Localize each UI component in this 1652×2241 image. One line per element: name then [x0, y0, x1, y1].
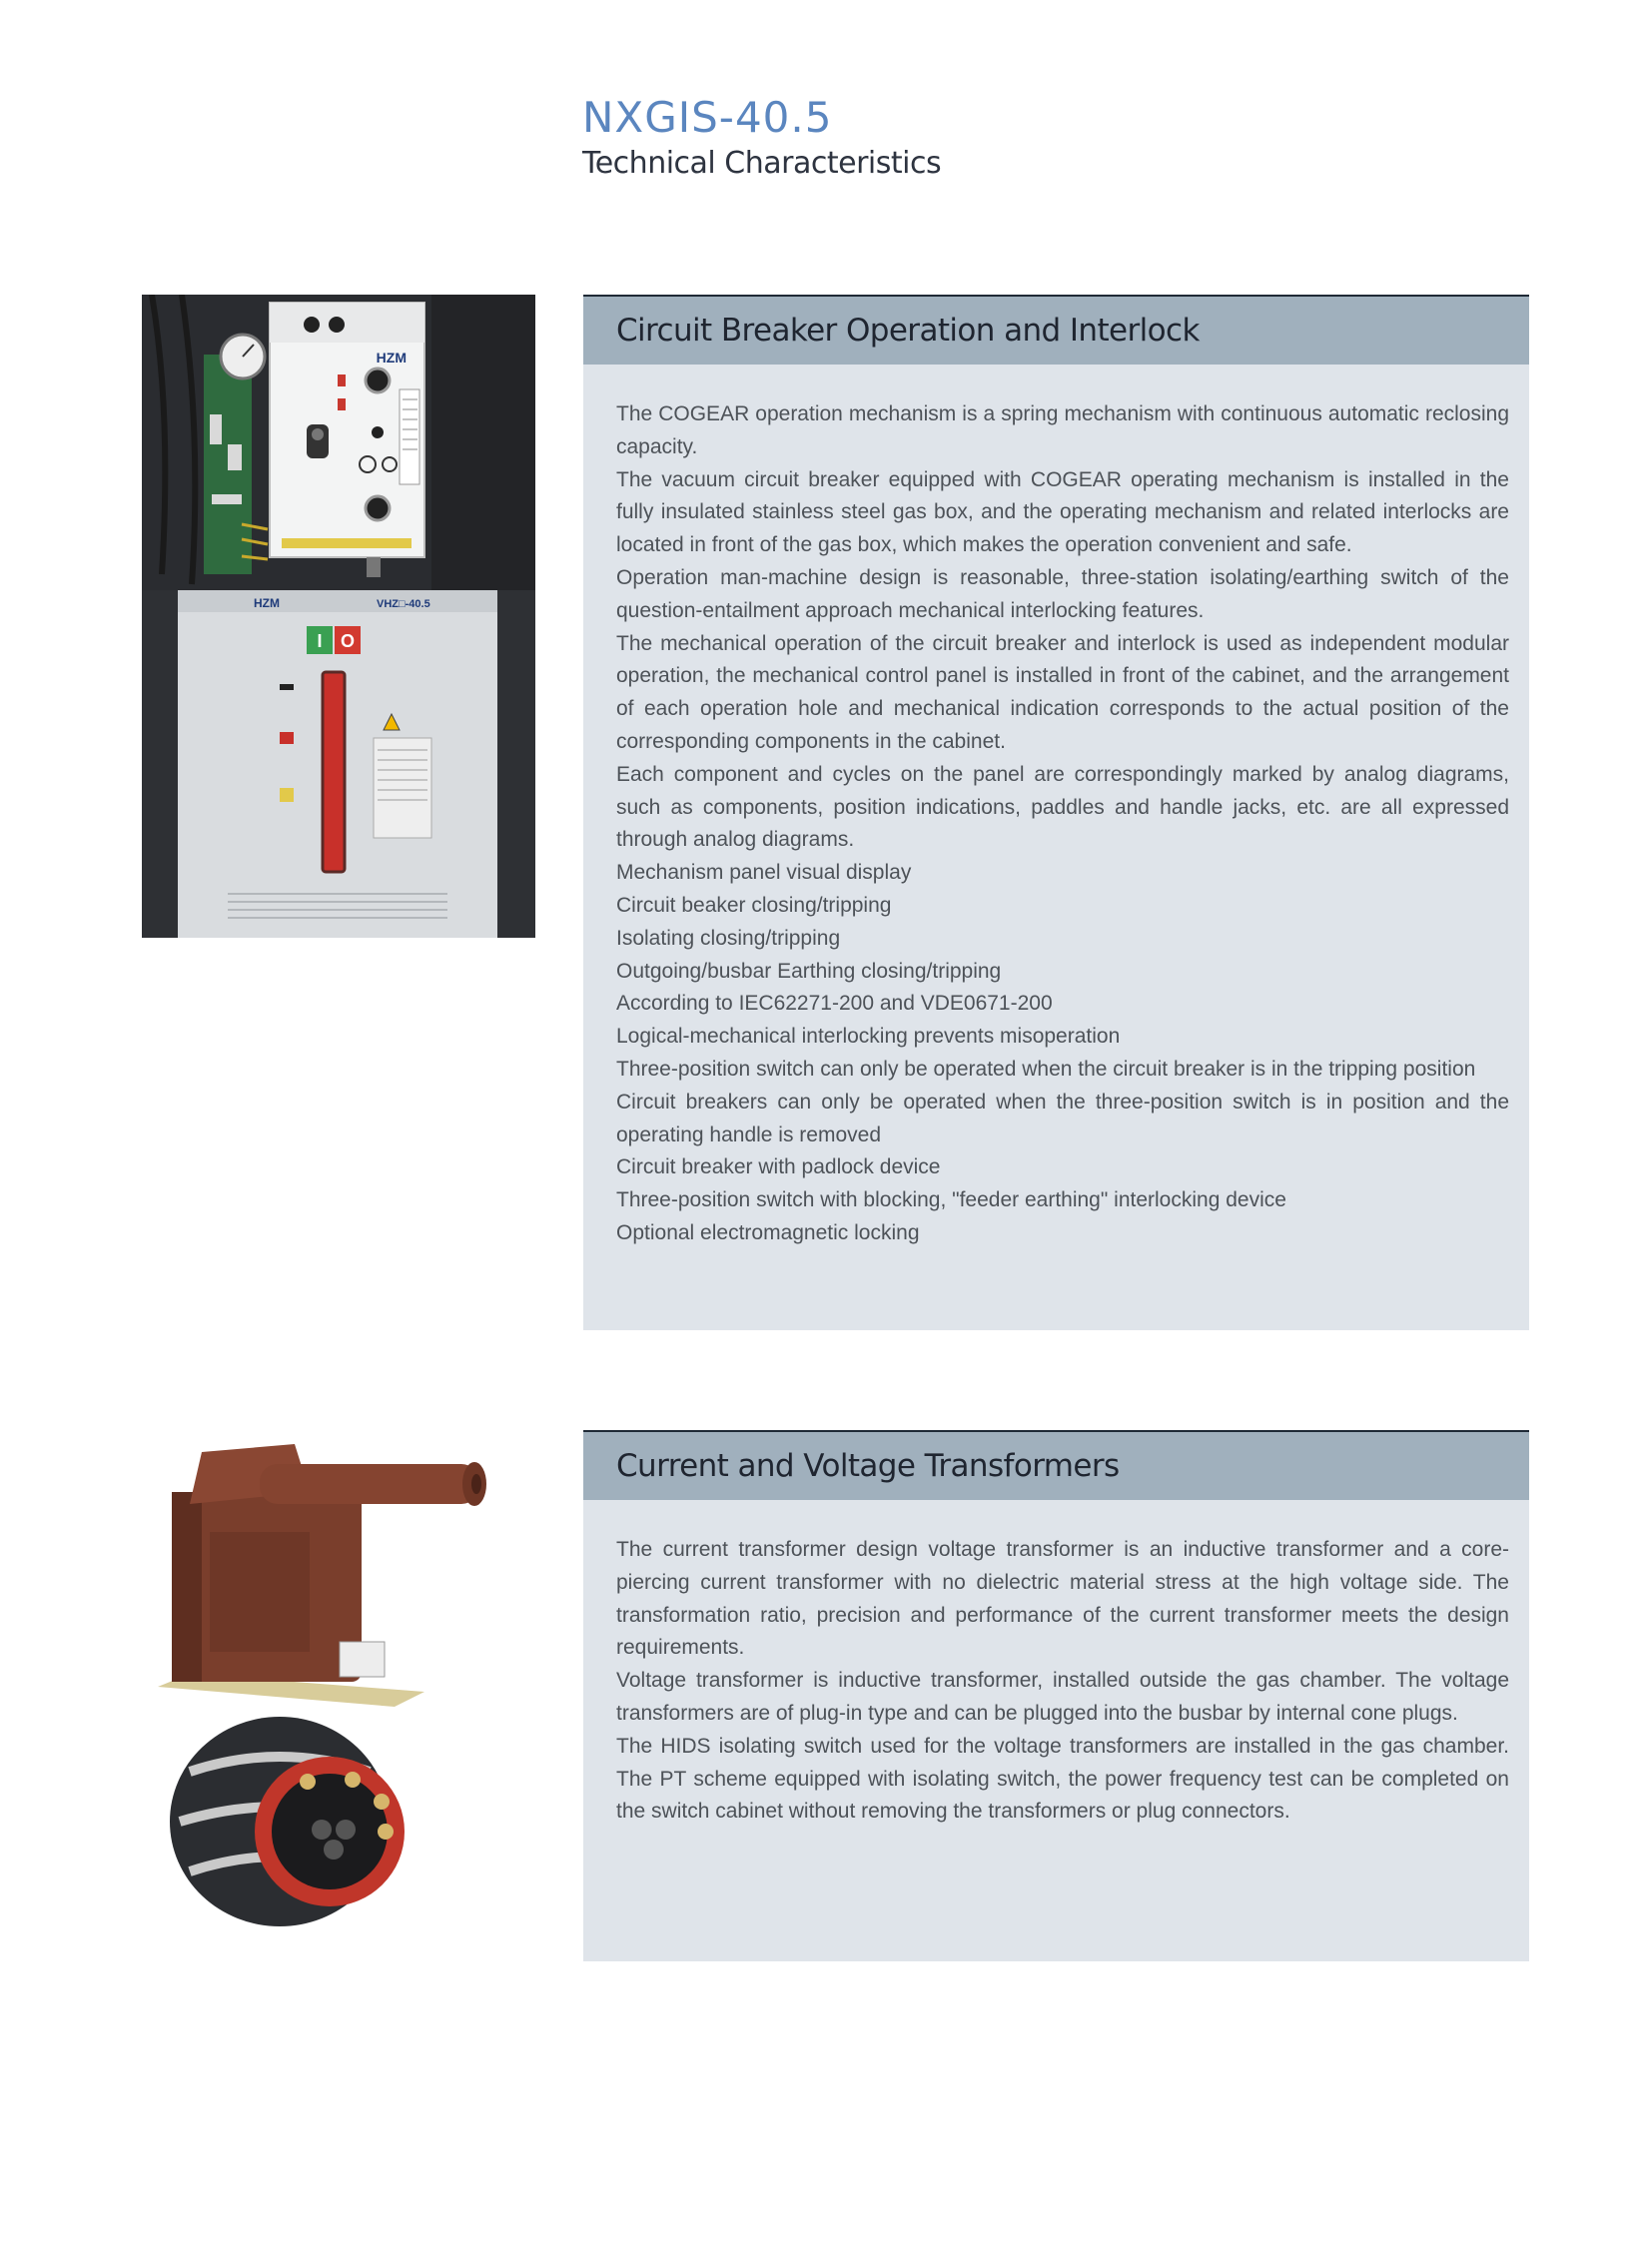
- paragraph: Circuit beaker closing/tripping: [616, 893, 892, 917]
- paragraph: The vacuum circuit breaker equipped with COGEAR operating mechanism is installed in the fully insulated stainless steel gas box, and the operating mechanism and related interlocks are located in front of the gas box, which makes the operation convenient and safe.: [616, 467, 1509, 557]
- page-subtitle: Technical Characteristics: [582, 146, 942, 181]
- paragraph: Isolating closing/tripping: [616, 926, 841, 950]
- transformers-photo: [150, 1422, 527, 1941]
- paragraph: The current transformer design voltage transformer is an inductive transformer and a core-piercing current transformer with no dielectric material stress at the high voltage side. The transformation ratio, precision and performance of the current transformer meets the design requirements.: [616, 1538, 1509, 1660]
- paragraph: Operation man-machine design is reasonable, three-station isolating/earthing switch of the question-entailment approach mechanical interlocking features.: [616, 565, 1509, 622]
- paragraph: Logical-mechanical interlocking prevents misoperation: [616, 1025, 1121, 1049]
- photo1-model-label: VHZ□-40.5: [377, 598, 430, 610]
- open-symbol: O: [340, 631, 356, 651]
- paragraph: Three-position switch with blocking, "feeder earthing" interlocking device: [616, 1188, 1286, 1212]
- section-title-circuit-breaker: Circuit Breaker Operation and Interlock: [583, 297, 1529, 365]
- section-body-circuit-breaker: [583, 365, 1529, 1250]
- paragraph: The COGEAR operation mechanism is a spring mechanism with continuous automatic reclosing capacity.: [616, 402, 1509, 458]
- model-title: NXGIS-40.5: [582, 93, 833, 142]
- page-header: [582, 92, 941, 184]
- section-title-transformers: Current and Voltage Transformers: [583, 1432, 1529, 1500]
- photo1-brand-lower: HZM: [254, 596, 280, 610]
- transformers-section: [583, 1430, 1529, 1961]
- paragraph: Voltage transformer is inductive transformer, installed outside the gas chamber. The voltage transformers are of plug-in type and can be plugged into the busbar by internal cone plugs.: [616, 1669, 1509, 1725]
- section-body-transformers: [583, 1500, 1529, 1829]
- paragraph: The HIDS isolating switch used for the voltage transformers are installed in the gas chamber. The PT scheme equipped with isolating switch, the power frequency test can be completed on the switch cabinet without removing the transformers or plug connectors.: [616, 1734, 1509, 1824]
- paragraph: Circuit breaker with padlock device: [616, 1155, 941, 1179]
- circuit-breaker-mechanism-photo: [142, 295, 535, 938]
- paragraph: Optional electromagnetic locking: [616, 1220, 920, 1244]
- paragraph: The mechanical operation of the circuit breaker and interlock is used as independent modular operation, the mechanical control panel is installed in front of the cabinet, and the arrangement of each operation hole and mechanical indication corresponds to the actual position of the corresponding components in the cabinet.: [616, 631, 1509, 753]
- paragraph: Mechanism panel visual display: [616, 861, 912, 885]
- close-symbol: I: [317, 631, 323, 651]
- paragraph: Three-position switch can only be operated when the circuit breaker is in the tripping position: [616, 1057, 1476, 1081]
- paragraph: Each component and cycles on the panel are correspondingly marked by analog diagrams, such as components, position indications, paddles and handle jacks, etc. are all expressed through analog diagrams.: [616, 762, 1509, 852]
- photo1-brand-upper: HZM: [376, 350, 407, 366]
- paragraph: Circuit breakers can only be operated when the three-position switch is in position and the operating handle is removed: [616, 1090, 1509, 1146]
- paragraph: Outgoing/busbar Earthing closing/tripping: [616, 959, 1002, 983]
- circuit-breaker-section: [583, 295, 1529, 1330]
- paragraph: According to IEC62271-200 and VDE0671-200: [616, 992, 1053, 1016]
